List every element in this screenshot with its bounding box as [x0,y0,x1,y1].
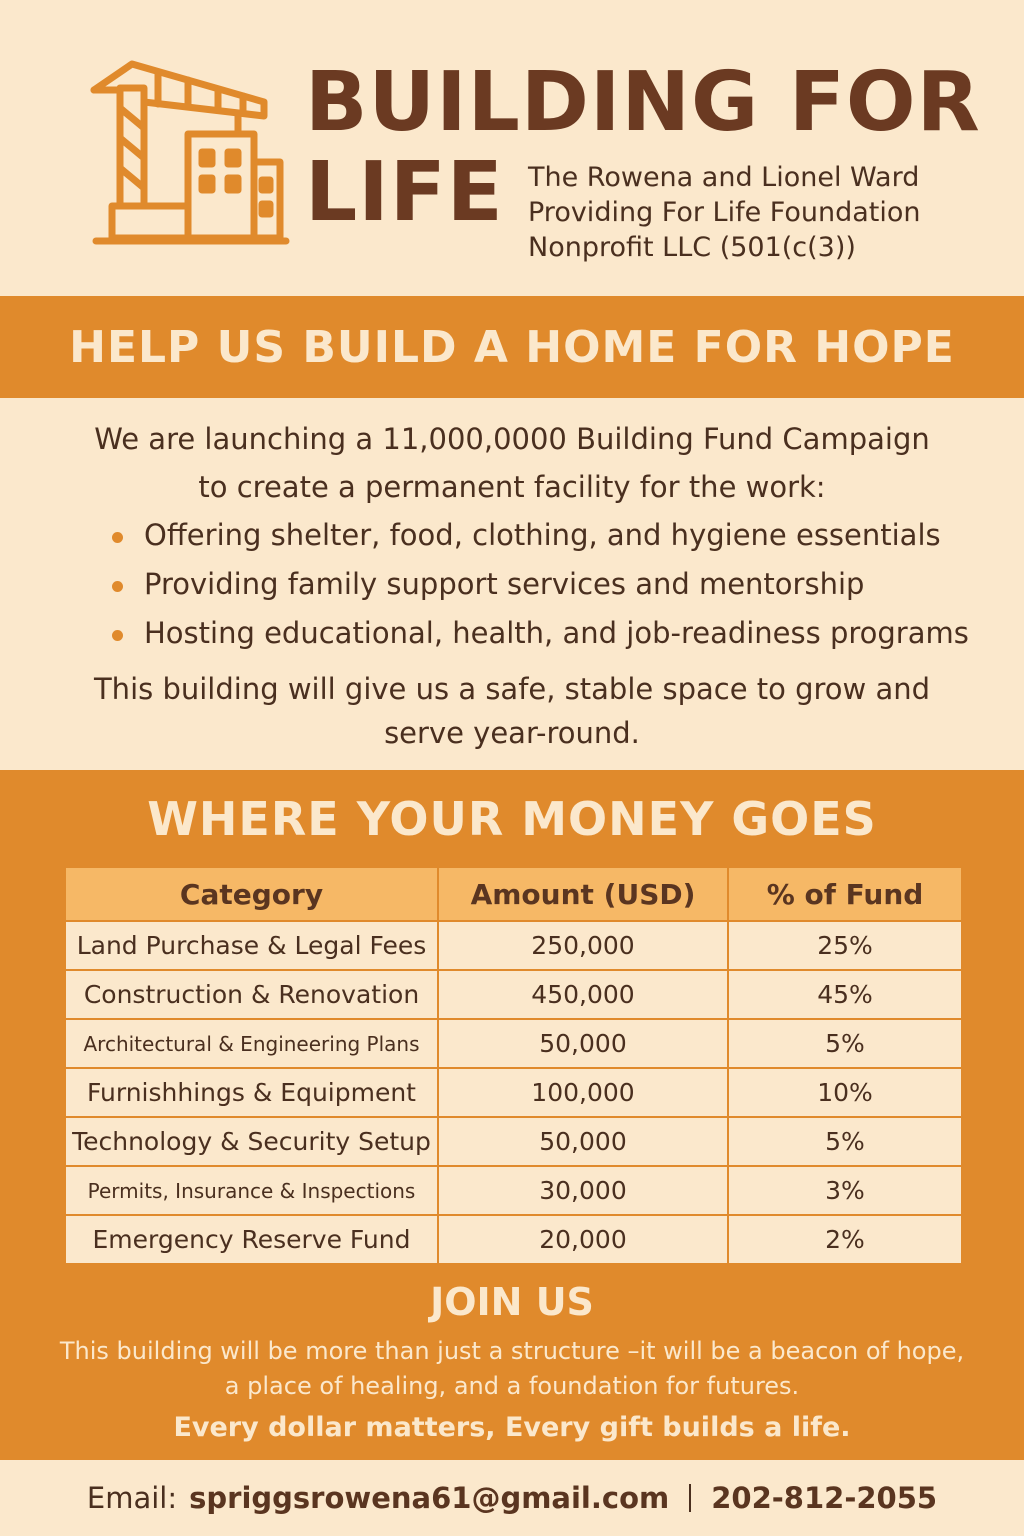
amount-cell: 250,000 [438,921,728,970]
join-line-1: This building will be more than just a structure –it will be a beacon of hope, [59,1337,965,1365]
category-cell: Construction & Renovation [65,970,438,1019]
percent-cell: 5% [728,1019,962,1068]
table-row [65,1019,962,1068]
amount-cell: 50,000 [438,1019,728,1068]
join-line-2: a place of healing, and a foundation for futures. [224,1372,800,1400]
phone-link[interactable]: 202-812-2055 [711,1481,938,1515]
email-link[interactable]: spriggsrowena61@gmail.com [189,1481,670,1515]
percent-cell: 2% [728,1215,962,1264]
category-cell: Technology & Security Setup [65,1117,438,1166]
banner-heading: HELP US BUILD A HOME FOR HOPE [69,321,955,373]
column-header: % of Fund [728,867,962,921]
bullet-dot-icon [112,630,123,641]
footer-divider [689,1484,691,1512]
services-list [112,518,1012,665]
percent-cell: 25% [728,921,962,970]
subtitle-line: Nonprofit LLC (501(c(3)) [528,232,856,263]
amount-cell: 450,000 [438,970,728,1019]
money-section [0,770,1024,1460]
table-row [65,1117,962,1166]
list-item-text: Providing family support services and mentorship [144,567,865,601]
category-cell: Furnishhings & Equipment [65,1068,438,1117]
table-row [65,1166,962,1215]
money-heading: WHERE YOUR MONEY GOES [147,792,877,846]
list-item-text: Hosting educational, health, and job-readiness programs [144,616,969,650]
table-row [65,921,962,970]
join-heading: JOIN US [430,1280,594,1324]
bullet-dot-icon [112,581,123,592]
closing-line-1: This building will give us a safe, stable space to grow and [93,672,931,706]
amount-cell: 30,000 [438,1166,728,1215]
foundation-subtitle [528,160,998,265]
category-cell: Land Purchase & Legal Fees [65,921,438,970]
percent-cell: 3% [728,1166,962,1215]
intro-line-1: We are launching a 11,000,0000 Building Fund Campaign [94,422,930,456]
contact-footer [0,1460,1024,1536]
amount-cell: 50,000 [438,1117,728,1166]
table-row [65,970,962,1019]
title-line-1: BUILDING FOR [305,55,981,150]
percent-cell: 5% [728,1117,962,1166]
category-cell: Permits, Insurance & Inspections [65,1166,438,1215]
list-item-text: Offering shelter, food, clothing, and hygiene essentials [144,518,941,552]
join-tagline: Every dollar matters, Every gift builds a life. [173,1412,851,1443]
category-cell: Architectural & Engineering Plans [65,1019,438,1068]
subtitle-line: Providing For Life Foundation [528,197,921,228]
list-item [112,616,1012,665]
header [0,0,1024,296]
intro-line-2: to create a permanent facility for the work: [198,470,826,504]
closing-line-2: serve year-round. [384,716,640,750]
crane-building-icon [88,58,293,253]
list-item [112,567,1012,616]
campaign-banner [0,296,1024,398]
fund-table [64,866,963,1265]
list-item [112,518,1012,567]
amount-cell: 100,000 [438,1068,728,1117]
bullet-dot-icon [112,532,123,543]
join-text [0,1334,1024,1404]
email-label: Email: [86,1481,178,1515]
subtitle-line: The Rowena and Lionel Ward [528,162,920,193]
percent-cell: 45% [728,970,962,1019]
amount-cell: 20,000 [438,1215,728,1264]
column-header: Amount (USD) [438,867,728,921]
table-row [65,1068,962,1117]
title-line-2: LIFE [305,145,504,240]
table-header-row [65,867,962,921]
column-header: Category [65,867,438,921]
intro-section [0,398,1024,770]
category-cell: Emergency Reserve Fund [65,1215,438,1264]
percent-cell: 10% [728,1068,962,1117]
table-row [65,1215,962,1264]
